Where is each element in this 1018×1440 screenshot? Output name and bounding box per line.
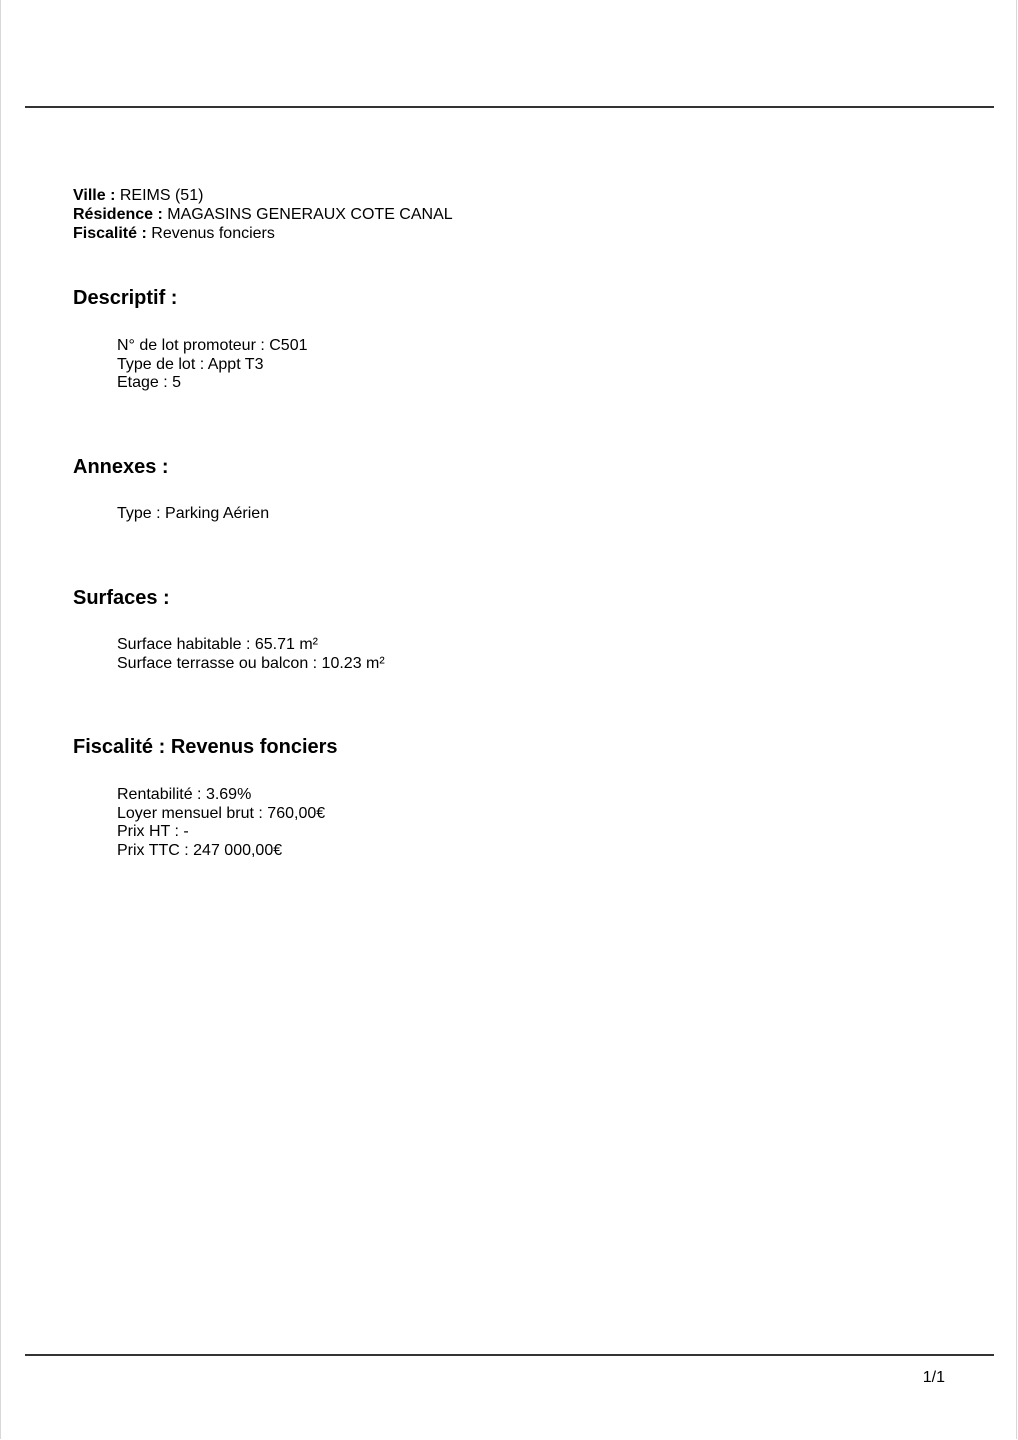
page-number: 1/1 [922, 1369, 945, 1386]
fiscalite-item-loyer: Loyer mensuel brut : 760,00€ [117, 804, 326, 822]
fiscalite-value: Revenus fonciers [151, 225, 275, 242]
footer-divider [25, 1354, 994, 1356]
ville-row [73, 186, 453, 205]
surfaces-item-habitable: Surface habitable : 65.71 m² [117, 636, 319, 653]
descriptif-list [117, 337, 308, 393]
fiscalite-item-prix-ttc: Prix TTC : 247 000,00€ [117, 841, 283, 859]
annexes-heading: Annexes : [73, 456, 169, 478]
header-divider [25, 106, 994, 108]
ville-value: REIMS (51) [119, 187, 204, 204]
fiscalite-item-prix-ht: Prix HT : - [117, 823, 189, 840]
descriptif-item-lot: N° de lot promoteur : C501 [117, 337, 308, 354]
residence-value: MAGASINS GENERAUX COTE CANAL [167, 206, 453, 223]
descriptif-heading: Descriptif : [73, 287, 178, 309]
annexes-item-type: Type : Parking Aérien [117, 505, 270, 522]
fiscalite-list [117, 786, 325, 860]
fiscalite-heading: Fiscalité : Revenus fonciers [73, 736, 338, 758]
residence-label: Résidence : [73, 206, 163, 223]
ville-label: Ville : [73, 187, 116, 204]
fiscalite-item-rentabilite: Rentabilité : 3.69% [117, 786, 252, 803]
fiscalite-row [73, 224, 453, 243]
annexes-list [117, 505, 269, 524]
property-summary [73, 186, 453, 243]
descriptif-item-etage: Etage : 5 [117, 374, 182, 391]
descriptif-item-type: Type de lot : Appt T3 [117, 355, 264, 373]
residence-row [73, 205, 453, 224]
surfaces-item-terrasse: Surface terrasse ou balcon : 10.23 m² [117, 654, 385, 672]
surfaces-list [117, 636, 385, 673]
surfaces-heading: Surfaces : [73, 587, 170, 609]
fiscalite-label: Fiscalité : [73, 225, 147, 242]
